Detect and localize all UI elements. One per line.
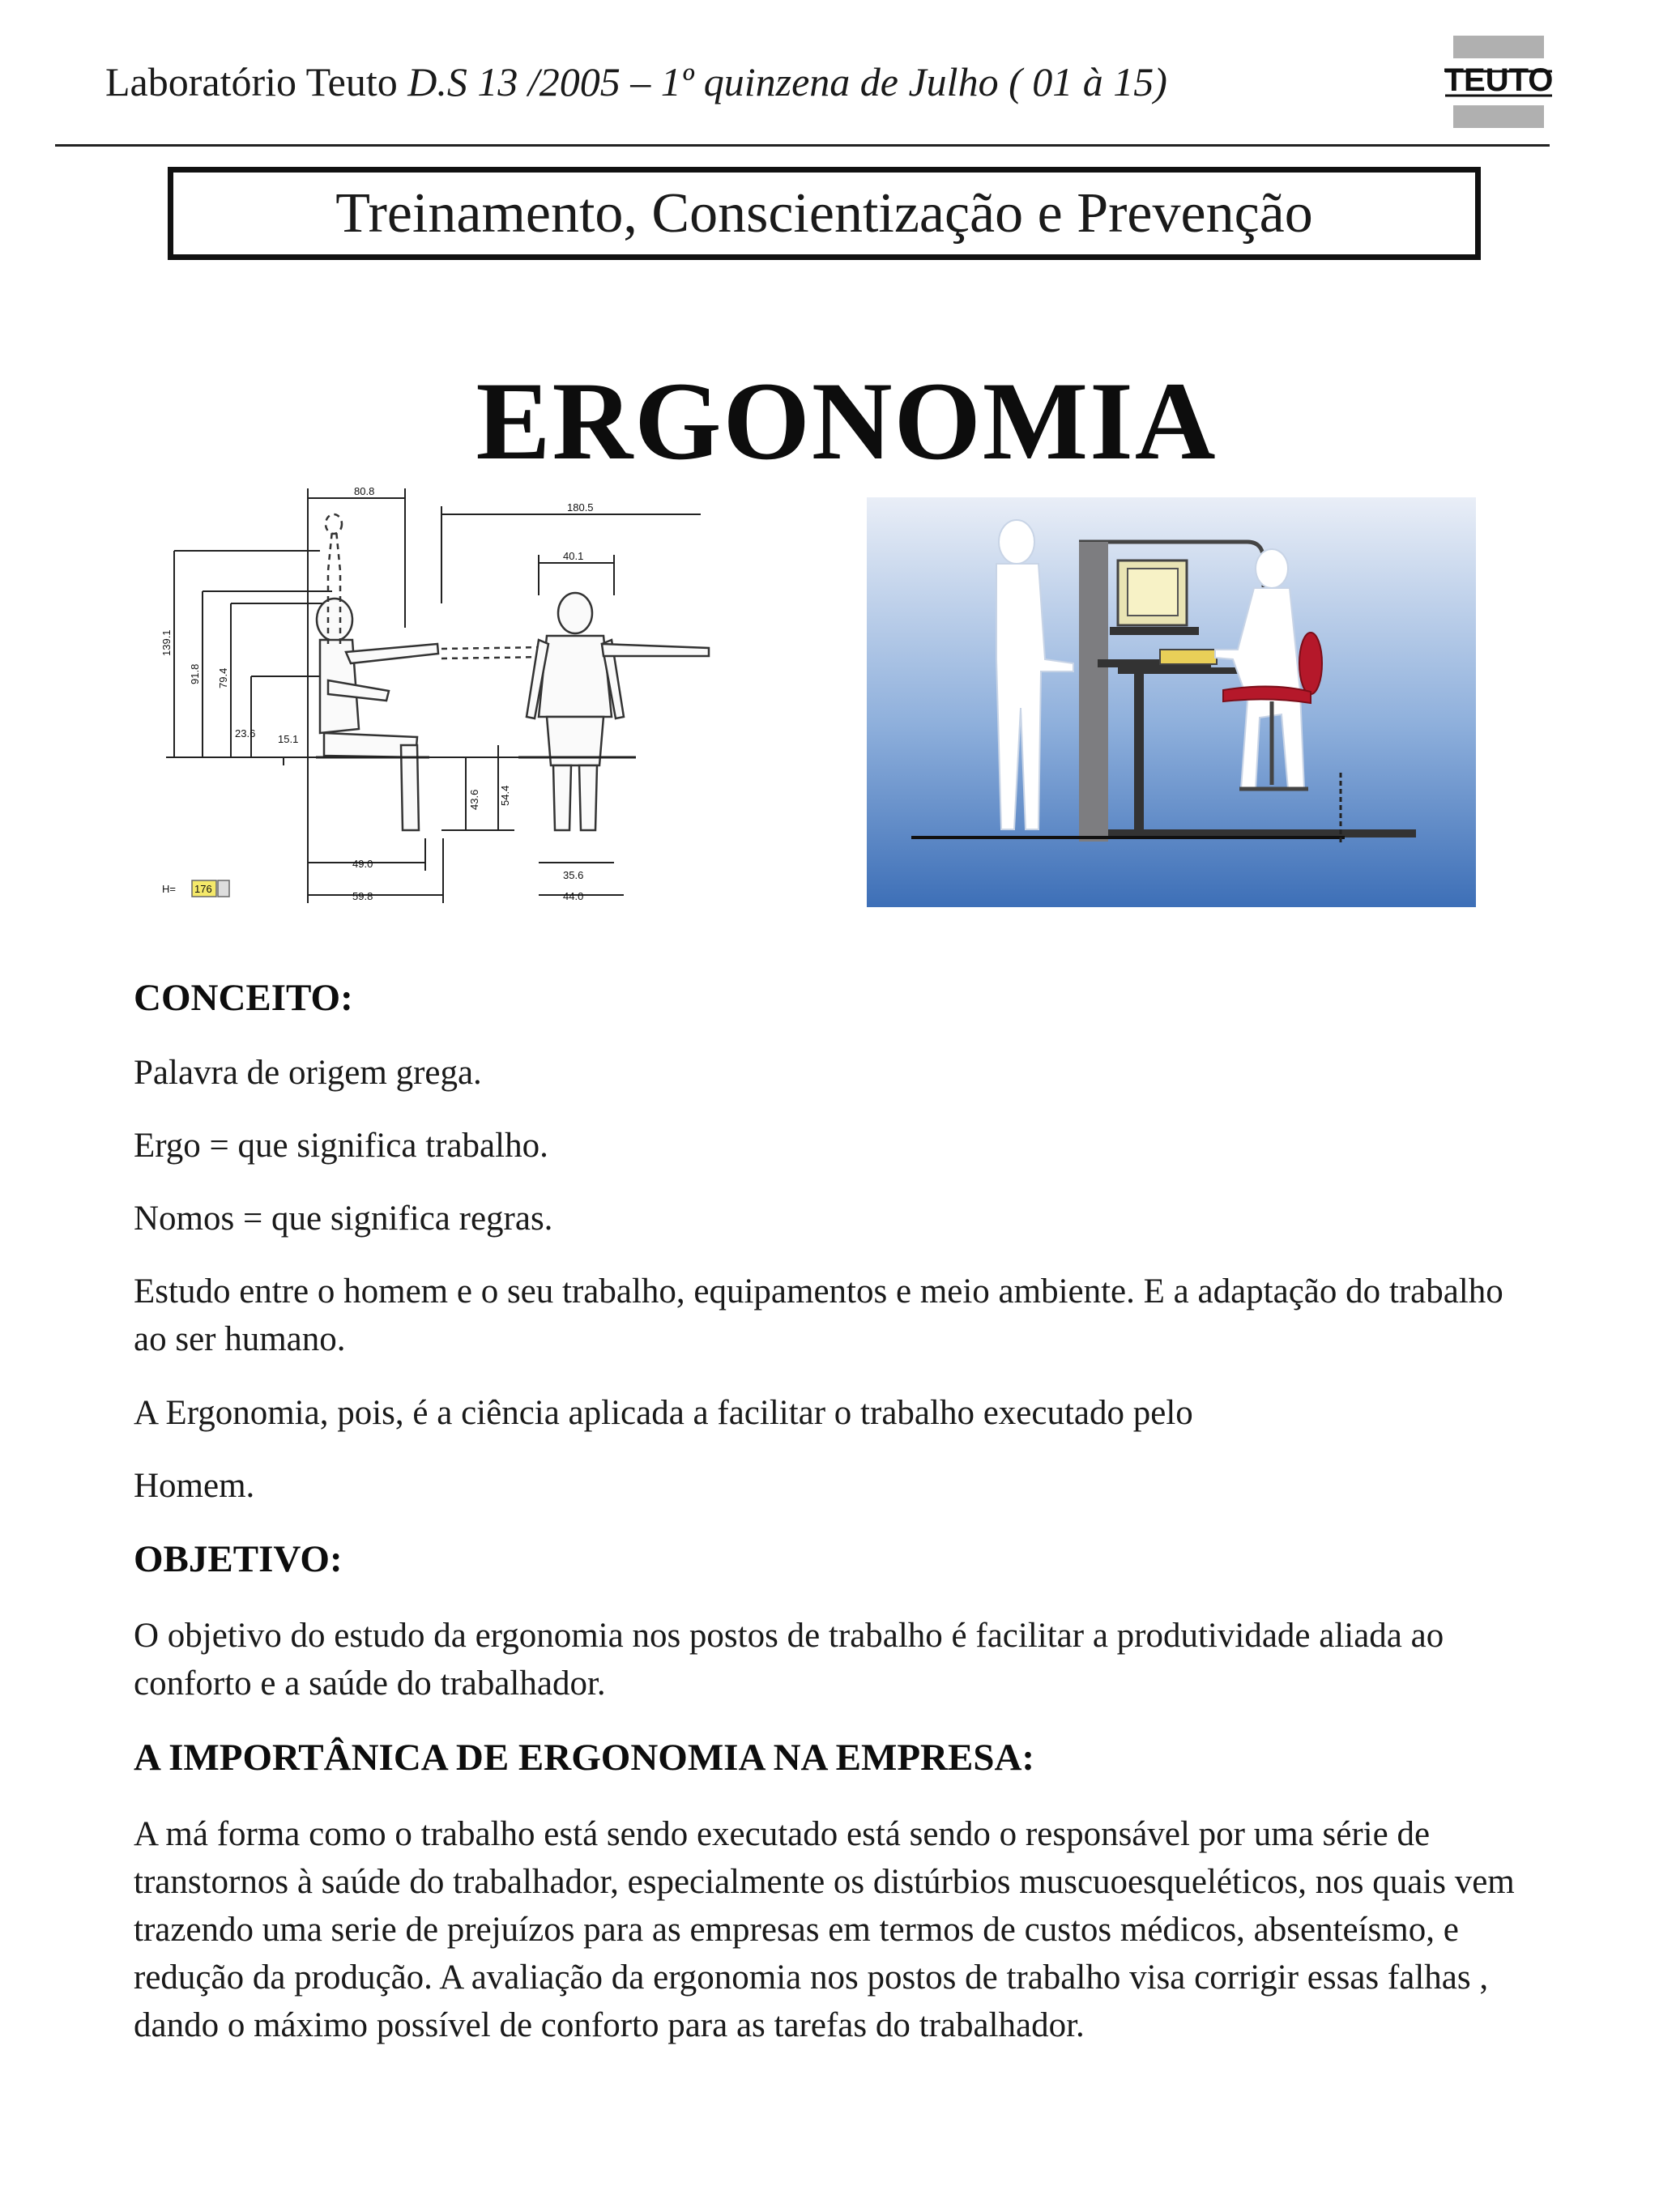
banner-title: Treinamento, Conscientização e Prevenção [335, 181, 1313, 245]
objetivo-paragraph: O objetivo do estudo da ergonomia nos postos de trabalho é facilitar a produtividade aliada ao conforto e a saúde do trabalhador. [134, 1617, 1444, 1703]
dim-label: 23.6 [235, 727, 256, 739]
conceito-paragraph-2: Ergo = que significa trabalho. [134, 1127, 548, 1165]
anthropometric-figure [158, 482, 717, 911]
dim-label: 79.4 [217, 667, 229, 688]
dim-label: 49.0 [352, 858, 373, 870]
section-heading-conceito: CONCEITO: [134, 977, 353, 1019]
teuto-logo [1442, 36, 1555, 128]
dim-label: 91.8 [189, 663, 201, 684]
section-heading-importancia: A IMPORTÂNICA DE ERGONOMIA NA EMPRESA: [134, 1737, 1035, 1779]
header-divider [55, 144, 1550, 147]
conceito-paragraph-6: Homem. [134, 1467, 255, 1505]
conceito-paragraph-1: Palavra de origem grega. [134, 1054, 482, 1092]
page-title: ERGONOMIA [476, 359, 1218, 483]
dim-label: 35.6 [563, 869, 584, 881]
banner-box [168, 167, 1481, 260]
dim-label: 59.8 [352, 890, 373, 902]
dim-label: 44.0 [563, 890, 584, 902]
dim-label: 40.1 [563, 550, 584, 562]
header-doc-line [105, 58, 1167, 105]
dim-label: 80.8 [354, 485, 375, 497]
importancia-paragraph: A má forma como o trabalho está sendo executado está sendo o responsável por uma série de transtornos à saúde do trabalhador, especialmente os distúrbios muscuoesqueléticos, nos quais vem trazendo uma serie de prejuízos para as empresas em termos de custos médicos, absenteísmo, e redução da produção. A avaliação da ergonomia nos postos de trabalho visa corrigir essas falhas , dando o máximo possível de conforto para as tarefas do trabalhador. [134, 1815, 1515, 2044]
section-heading-objetivo: OBJETIVO: [134, 1538, 343, 1580]
workstation-illustration [867, 497, 1476, 907]
conceito-paragraph-3: Nomos = que significa regras. [134, 1200, 553, 1238]
dim-label: 139.1 [160, 629, 173, 656]
dim-label: 15.1 [278, 733, 299, 745]
dim-label: 43.6 [468, 789, 480, 810]
logo-text: TEUTO [1444, 62, 1554, 98]
conceito-paragraph-5: A Ergonomia, pois, é a ciência aplicada a facilitar o trabalho executado pelo [134, 1394, 1193, 1432]
conceito-paragraph-4: Estudo entre o homem e o seu trabalho, equipamentos e meio ambiente. E a adaptação do trabalho ao ser humano. [134, 1272, 1503, 1358]
h-label: H= [162, 883, 176, 895]
dim-label: 54.4 [499, 785, 511, 806]
dim-label: 180.5 [567, 501, 594, 514]
header-doc-ref: D.S 13 /2005 – 1º quinzena de Julho ( 01 à 15) [407, 59, 1167, 104]
h-value: 176 [194, 883, 212, 895]
header-org: Laboratório Teuto [105, 59, 398, 104]
